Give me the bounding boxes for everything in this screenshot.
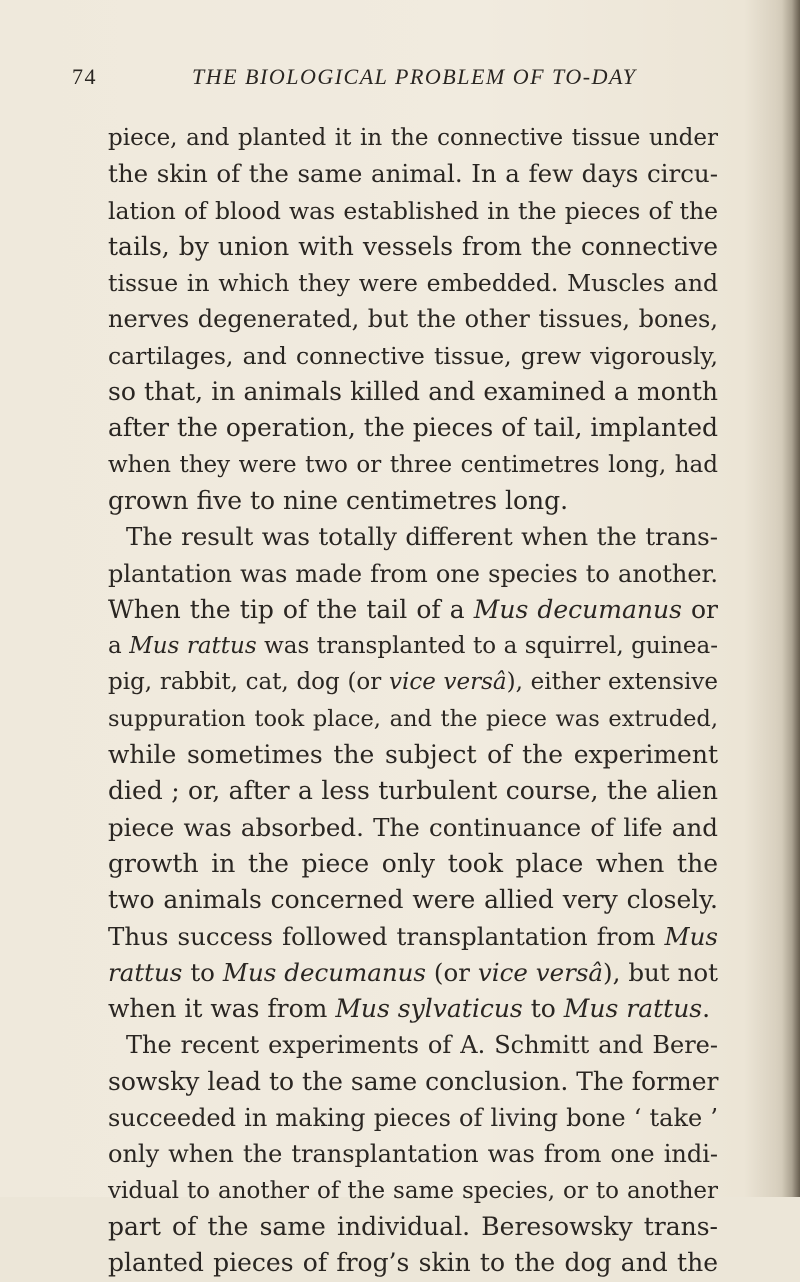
text-line: piece, and planted it in the connective tissue under bbox=[108, 125, 718, 151]
text-run: Thus success followed transplantation from bbox=[108, 921, 665, 951]
species-name: Mus bbox=[664, 921, 718, 951]
text-run: a bbox=[108, 633, 130, 660]
text-line: growth in the piece only took place when the bbox=[108, 848, 718, 878]
text-line: died ; or, after a less turbulent course, the alien bbox=[108, 776, 718, 806]
text-line: planted pieces of frog’s skin to the dog and the bbox=[108, 1248, 718, 1278]
species-name: Mus rattus bbox=[563, 994, 703, 1024]
text-line: sowsky lead to the same conclusion. The former bbox=[108, 1066, 719, 1096]
text-run: ), but not bbox=[603, 957, 718, 987]
latin-phrase: vice versâ bbox=[388, 669, 507, 696]
text-run: to bbox=[522, 994, 564, 1024]
species-name: Mus sylvaticus bbox=[335, 994, 523, 1024]
text-line bbox=[108, 664, 718, 700]
text-line bbox=[108, 955, 718, 991]
text-line: nerves degenerated, but the other tissues, bones, bbox=[108, 305, 718, 334]
text-line: while sometimes the subject of the experiment bbox=[108, 740, 718, 770]
species-name: Mus decumanus bbox=[222, 957, 426, 987]
text-line: grown five to nine centimetres long. bbox=[108, 485, 569, 515]
page-edge-shadow bbox=[782, 0, 800, 1197]
text-run: . bbox=[702, 994, 711, 1024]
paragraph-start-line: The result was totally different when the trans- bbox=[126, 522, 718, 552]
text-run: ), either extensive bbox=[506, 669, 718, 696]
text-line: part of the same individual. Beresowsky trans- bbox=[108, 1211, 718, 1241]
running-title: THE BIOLOGICAL PROBLEM OF TO-DAY bbox=[192, 64, 637, 89]
paragraph-start-line: The recent experiments of A. Schmitt and Bere- bbox=[126, 1031, 718, 1060]
text-line: so that, in animals killed and examined a month bbox=[108, 377, 718, 407]
text-line: piece was absorbed. The continuance of life and bbox=[108, 812, 718, 842]
text-line: after the operation, the pieces of tail, implanted bbox=[108, 413, 718, 443]
text-line: two animals concerned were allied very closely. bbox=[108, 885, 718, 915]
text-run: when it was from bbox=[108, 994, 336, 1024]
text-run: pig, rabbit, cat, dog (or bbox=[108, 669, 389, 696]
text-line: succeeded in making pieces of living bone ‘ take ’ bbox=[108, 1104, 718, 1133]
text-line: when they were two or three centimetres long, had bbox=[108, 451, 718, 478]
page-number: 74 bbox=[72, 64, 97, 89]
page-header bbox=[72, 60, 712, 96]
latin-phrase: vice versâ bbox=[477, 957, 604, 987]
text-line bbox=[108, 919, 718, 955]
text-run: or bbox=[681, 594, 718, 624]
text-line: cartilages, and connective tissue, grew vigorously, bbox=[108, 341, 718, 370]
species-name: rattus bbox=[108, 957, 183, 987]
species-name: Mus rattus bbox=[129, 633, 257, 660]
text-line bbox=[108, 991, 718, 1027]
text-run: (or bbox=[425, 957, 478, 987]
species-name: Mus decumanus bbox=[473, 594, 682, 624]
text-run: was transplanted to a squirrel, guinea- bbox=[256, 633, 718, 660]
body-text bbox=[108, 120, 718, 1282]
text-run: When the tip of the tail of a bbox=[108, 594, 474, 624]
text-line: tails, by union with vessels from the connective bbox=[108, 231, 718, 261]
text-line: lation of blood was established in the pieces of the bbox=[108, 196, 718, 225]
text-line: suppuration took place, and the piece was extruded, bbox=[108, 705, 718, 732]
text-line: the skin of the same animal. In a few days circu- bbox=[108, 159, 718, 189]
text-line: only when the transplantation was from one indi- bbox=[108, 1140, 718, 1169]
text-line: vidual to another of the same species, or to another bbox=[108, 1177, 718, 1204]
text-run: to bbox=[182, 957, 223, 987]
text-line: plantation was made from one species to another. bbox=[108, 559, 718, 588]
text-line bbox=[108, 592, 718, 628]
text-line: tissue in which they were embedded. Muscles and bbox=[108, 269, 718, 298]
text-line bbox=[108, 628, 718, 664]
